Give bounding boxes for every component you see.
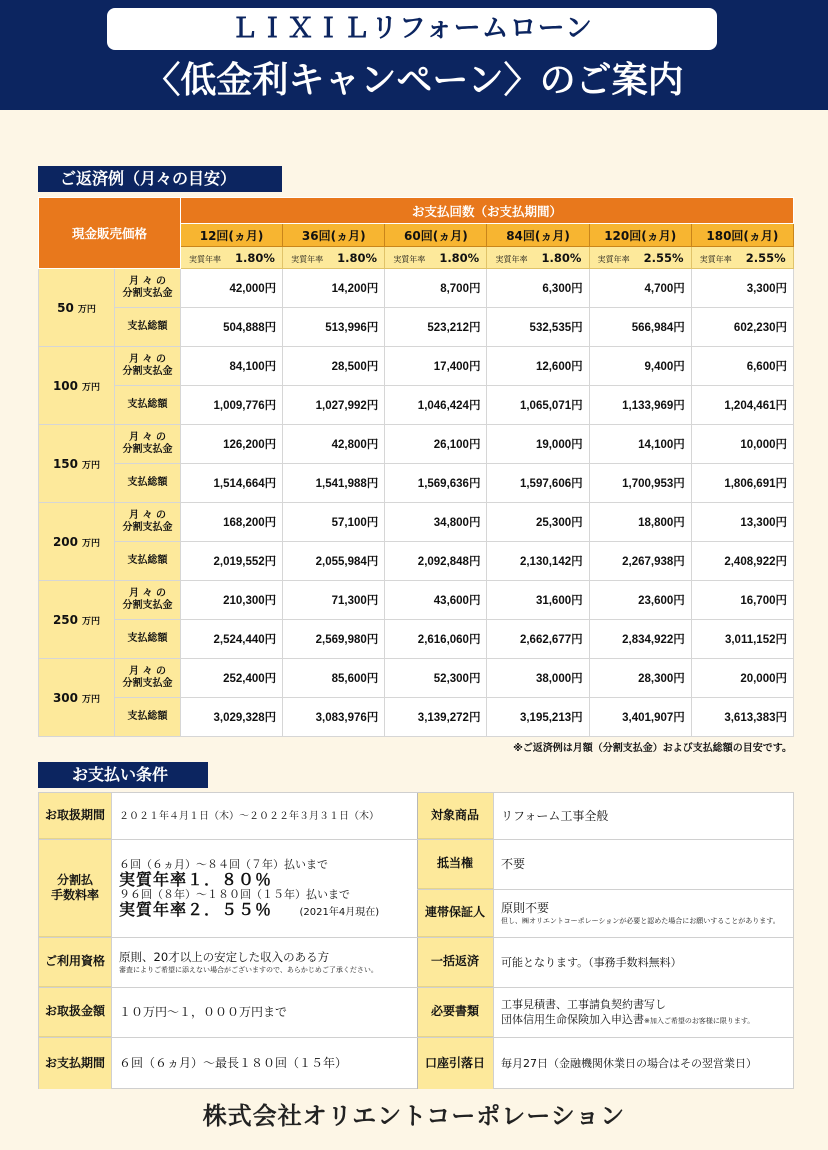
total-payment-value: 1,046,424円: [385, 386, 487, 425]
fee-label-line1: 分割払: [56, 872, 93, 887]
price-cell: [39, 581, 115, 659]
total-payment-value: 1,806,691円: [691, 464, 793, 503]
limit-text: １０万円～１，０００万円まで: [119, 1004, 288, 1019]
guarantor-value: [493, 889, 793, 937]
price-cell: [39, 425, 115, 503]
total-payment-value: 2,834,922円: [589, 620, 691, 659]
monthly-payment-value: 43,600円: [385, 581, 487, 620]
documents-note: ※加入ご希望のお客様に限ります。: [644, 1017, 755, 1025]
qualification-note: 審査によりご希望に添えない場合がございますので、あらかじめご了承ください。: [119, 965, 378, 974]
fee-line2: ９６回（８年）～１８０回（１５年）払いまで: [119, 887, 350, 901]
price-amount: 50: [57, 300, 74, 315]
page-subtitle: 〈低金利キャンペーン〉のご案内: [144, 60, 684, 101]
payment-count-col: 180回(ヵ月): [691, 224, 793, 247]
apr-cell: [487, 247, 589, 269]
monthly-payment-value: 31,600円: [487, 581, 589, 620]
price-amount: 250: [52, 612, 79, 627]
total-payment-value: 1,597,606円: [487, 464, 589, 503]
collateral-label: 抵当権: [417, 839, 493, 889]
apr-cell: [283, 247, 385, 269]
collateral-text: 不要: [501, 856, 526, 871]
table-row: [39, 659, 794, 698]
total-payment-value: 3,613,383円: [691, 698, 793, 737]
monthly-payment-label: [115, 503, 181, 542]
debit-text: 毎月27日（金融機関休業日の場合はその翌営業日）: [501, 1056, 757, 1070]
apr-value: 2.55%: [643, 250, 684, 265]
fee-rate2: 実質年率２．５５％: [119, 899, 273, 919]
total-payment-value: 523,212円: [385, 308, 487, 347]
monthly-payment-value: 3,300円: [691, 269, 793, 308]
monthly-payment-value: 252,400円: [181, 659, 283, 698]
payment-count-col: 60回(ヵ月): [385, 224, 487, 247]
price-cell: [39, 347, 115, 425]
payment-count-col: 36回(ヵ月): [283, 224, 385, 247]
monthly-payment-label: [115, 347, 181, 386]
monthly-payment-value: 12,600円: [487, 347, 589, 386]
total-payment-value: 2,616,060円: [385, 620, 487, 659]
monthly-payment-value: 14,100円: [589, 425, 691, 464]
conditions-table: [38, 792, 794, 1089]
period-value-text: ２０２１年４月１日（木）～２０２２年３月３１日（木）: [119, 810, 379, 822]
repayment-example-label: ご返済例（月々の目安）: [38, 166, 282, 192]
term-text: ６回（６ヵ月）～最長１８０回（１５年）: [119, 1055, 348, 1070]
term-label: お支払期間: [39, 1037, 111, 1089]
period-label: お取扱期間: [39, 793, 111, 839]
monthly-payment-value: 28,500円: [283, 347, 385, 386]
price-unit: 万円: [77, 304, 96, 315]
documents-value: [493, 987, 793, 1037]
monthly-payment-value: 57,100円: [283, 503, 385, 542]
price-amount: 100: [52, 378, 79, 393]
total-payment-value: 602,230円: [691, 308, 793, 347]
monthly-payment-value: 34,800円: [385, 503, 487, 542]
monthly-payment-label: [115, 269, 181, 308]
total-payment-value: 1,027,992円: [283, 386, 385, 425]
monthly-payment-label: [115, 425, 181, 464]
table-row: [39, 464, 794, 503]
repayment-table: [38, 197, 794, 737]
documents-line1: 工事見積書、工事請負契約書写し: [501, 998, 666, 1011]
total-payment-value: 1,065,071円: [487, 386, 589, 425]
monthly-payment-value: 16,700円: [691, 581, 793, 620]
guarantor-label: 連帯保証人: [417, 889, 493, 937]
table-row: [39, 698, 794, 737]
monthly-payment-value: 42,800円: [283, 425, 385, 464]
cash-price-header: 現金販売価格: [39, 198, 181, 269]
monthly-payment-value: 14,200円: [283, 269, 385, 308]
table-row: [39, 542, 794, 581]
qualification-text: 原則、20才以上の安定した収入のある方: [119, 949, 330, 964]
monthly-label-line1: 月 々 の: [129, 510, 166, 521]
total-payment-label: 支払総額: [115, 698, 181, 737]
monthly-payment-label: [115, 581, 181, 620]
apr-label: 実質年率: [291, 254, 324, 264]
total-payment-label: 支払総額: [115, 464, 181, 503]
total-payment-value: 2,524,440円: [181, 620, 283, 659]
monthly-label-line1: 月 々 の: [129, 276, 166, 287]
monthly-label-line2: 分割支払金: [122, 288, 173, 299]
fee-asof: (2021年4月現在): [299, 906, 380, 918]
monthly-payment-value: 10,000円: [691, 425, 793, 464]
price-unit: 万円: [82, 694, 101, 705]
monthly-label-line2: 分割支払金: [122, 678, 173, 689]
monthly-payment-value: 52,300円: [385, 659, 487, 698]
total-payment-label: 支払総額: [115, 308, 181, 347]
monthly-label-line1: 月 々 の: [129, 432, 166, 443]
monthly-payment-value: 210,300円: [181, 581, 283, 620]
total-payment-value: 1,541,988円: [283, 464, 385, 503]
table-row: [39, 425, 794, 464]
monthly-label-line1: 月 々 の: [129, 588, 166, 599]
price-unit: 万円: [82, 538, 101, 549]
fee-value: [111, 839, 417, 937]
price-amount: 300: [52, 690, 79, 705]
monthly-payment-value: 85,600円: [283, 659, 385, 698]
monthly-payment-value: 4,700円: [589, 269, 691, 308]
fee-rate1: 実質年率１．８０％: [119, 869, 273, 889]
limit-label: お取扱金額: [39, 987, 111, 1037]
apr-cell: [589, 247, 691, 269]
price-unit: 万円: [82, 616, 101, 627]
apr-cell: [385, 247, 487, 269]
apr-label: 実質年率: [699, 254, 732, 264]
apr-value: 1.80%: [541, 250, 582, 265]
apr-value: 1.80%: [337, 250, 378, 265]
monthly-payment-value: 38,000円: [487, 659, 589, 698]
fee-label-line2: 手数料率: [50, 887, 99, 902]
total-payment-value: 2,019,552円: [181, 542, 283, 581]
total-payment-value: 504,888円: [181, 308, 283, 347]
total-payment-value: 2,662,677円: [487, 620, 589, 659]
monthly-payment-value: 168,200円: [181, 503, 283, 542]
total-payment-value: 2,267,938円: [589, 542, 691, 581]
total-payment-value: 532,535円: [487, 308, 589, 347]
product-label: 対象商品: [417, 793, 493, 839]
monthly-label-line2: 分割支払金: [122, 366, 173, 377]
monthly-payment-value: 84,100円: [181, 347, 283, 386]
monthly-payment-value: 6,300円: [487, 269, 589, 308]
table-row: [39, 386, 794, 425]
monthly-payment-value: 13,300円: [691, 503, 793, 542]
total-payment-value: 2,569,980円: [283, 620, 385, 659]
monthly-payment-value: 17,400円: [385, 347, 487, 386]
page-header: [0, 0, 828, 110]
monthly-payment-value: 28,300円: [589, 659, 691, 698]
total-payment-label: 支払総額: [115, 542, 181, 581]
total-payment-value: 1,204,461円: [691, 386, 793, 425]
apr-cell: [181, 247, 283, 269]
total-payment-value: 3,139,272円: [385, 698, 487, 737]
payment-count-col: 120回(ヵ月): [589, 224, 691, 247]
payment-count-col: 84回(ヵ月): [487, 224, 589, 247]
monthly-payment-value: 26,100円: [385, 425, 487, 464]
total-payment-value: 1,514,664円: [181, 464, 283, 503]
price-unit: 万円: [82, 460, 101, 471]
total-payment-value: 1,133,969円: [589, 386, 691, 425]
monthly-payment-value: 9,400円: [589, 347, 691, 386]
table-row: [39, 503, 794, 542]
price-amount: 200: [52, 534, 79, 549]
payment-conditions-label: お支払い条件: [38, 762, 208, 788]
documents-label: 必要書類: [417, 987, 493, 1037]
apr-label: 実質年率: [495, 254, 528, 264]
prepay-label: 一括返済: [417, 937, 493, 987]
total-payment-value: 2,055,984円: [283, 542, 385, 581]
product-text: リフォーム工事全般: [501, 808, 609, 823]
apr-value: 2.55%: [745, 250, 786, 265]
price-unit: 万円: [82, 382, 101, 393]
monthly-payment-value: 71,300円: [283, 581, 385, 620]
qualification-value: [111, 937, 417, 987]
apr-value: 1.80%: [235, 250, 275, 265]
table-row: [39, 620, 794, 659]
period-value: [111, 793, 417, 839]
collateral-value: [493, 839, 793, 889]
qualification-label: ご利用資格: [39, 937, 111, 987]
fee-label: [39, 839, 111, 937]
table-row: [39, 347, 794, 386]
monthly-payment-value: 25,300円: [487, 503, 589, 542]
apr-label: 実質年率: [189, 254, 221, 264]
debit-label: 口座引落日: [417, 1037, 493, 1089]
monthly-payment-value: 8,700円: [385, 269, 487, 308]
price-cell: [39, 503, 115, 581]
total-payment-label: 支払総額: [115, 620, 181, 659]
apr-label: 実質年率: [597, 254, 630, 264]
total-payment-value: 3,011,152円: [691, 620, 793, 659]
monthly-payment-value: 20,000円: [691, 659, 793, 698]
apr-label: 実質年率: [393, 254, 426, 264]
page-title: ＬＩＸＩＬリフォームローン: [107, 8, 717, 50]
example-note: ※ご返済例は月額（分割支払金）および支払総額の目安です。: [513, 743, 792, 754]
monthly-payment-value: 42,000円: [181, 269, 283, 308]
total-payment-value: 2,092,848円: [385, 542, 487, 581]
price-cell: [39, 269, 115, 347]
table-row: [39, 269, 794, 308]
term-value: [111, 1037, 417, 1089]
monthly-payment-value: 6,600円: [691, 347, 793, 386]
prepay-text: 可能となります。（事務手数料無料）: [501, 955, 682, 969]
total-payment-value: 2,130,142円: [487, 542, 589, 581]
table-row: [39, 308, 794, 347]
apr-cell: [691, 247, 793, 269]
payment-count-header: お支払回数（お支払期間）: [181, 198, 794, 224]
guarantor-note: 但し、㈱オリエントコーポレーションが必要と認めた場合にお願いすることがあります。: [501, 916, 780, 925]
limit-value: [111, 987, 417, 1037]
total-payment-value: 513,996円: [283, 308, 385, 347]
monthly-label-line1: 月 々 の: [129, 666, 166, 677]
company-name: 株式会社オリエントコーポレーション: [202, 1102, 626, 1130]
total-payment-label: 支払総額: [115, 386, 181, 425]
product-value: [493, 793, 793, 839]
debit-value: [493, 1037, 793, 1089]
prepay-value: [493, 937, 793, 987]
monthly-label-line1: 月 々 の: [129, 354, 166, 365]
monthly-label-line2: 分割支払金: [122, 444, 173, 455]
total-payment-value: 3,083,976円: [283, 698, 385, 737]
monthly-payment-value: 126,200円: [181, 425, 283, 464]
total-payment-value: 1,569,636円: [385, 464, 487, 503]
monthly-label-line2: 分割支払金: [122, 600, 173, 611]
total-payment-value: 566,984円: [589, 308, 691, 347]
total-payment-value: 2,408,922円: [691, 542, 793, 581]
monthly-payment-label: [115, 659, 181, 698]
apr-value: 1.80%: [439, 250, 480, 265]
total-payment-value: 3,029,328円: [181, 698, 283, 737]
fee-line1: ６回（６ヵ月）～８４回（７年）払いまで: [119, 857, 328, 871]
payment-count-col: 12回(ヵ月): [181, 224, 283, 247]
total-payment-value: 3,195,213円: [487, 698, 589, 737]
monthly-label-line2: 分割支払金: [122, 522, 173, 533]
documents-line2: 団体信用生命保険加入申込書: [501, 1013, 644, 1026]
table-row: [39, 581, 794, 620]
monthly-payment-value: 23,600円: [589, 581, 691, 620]
total-payment-value: 1,700,953円: [589, 464, 691, 503]
guarantor-text: 原則不要: [501, 900, 550, 915]
total-payment-value: 3,401,907円: [589, 698, 691, 737]
price-amount: 150: [52, 456, 79, 471]
price-cell: [39, 659, 115, 737]
monthly-payment-value: 18,800円: [589, 503, 691, 542]
monthly-payment-value: 19,000円: [487, 425, 589, 464]
total-payment-value: 1,009,776円: [181, 386, 283, 425]
